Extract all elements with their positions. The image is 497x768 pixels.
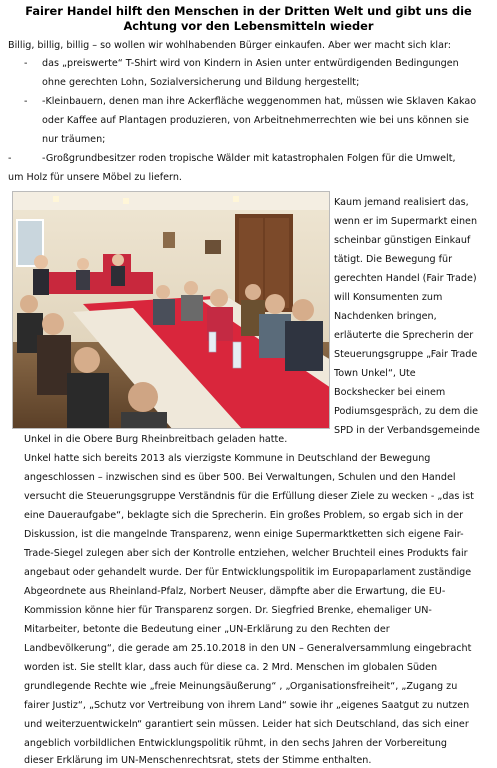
body-line: Landbevölkerung“, die gerade am 25.10.2018 in den UN – Generalversammlung eingebracht [24, 643, 472, 654]
side-text-line: erläuterte die Sprecherin der [334, 330, 474, 341]
bullet-1-line-1: das „preiswerte“ T-Shirt wird von Kindern in Asien unter entwürdigenden Bedingungen [42, 58, 459, 69]
side-text-line: Kaum jemand realisiert das, [334, 197, 469, 208]
side-text-line: Bockshecker bei einem [334, 387, 446, 398]
body-line: angebaut oder gehandelt wurde. Der für Entwicklungspolitik im Europaparlament zuständige [24, 567, 472, 578]
body-line: fairer Justiz“, „Schutz vor Vertreibung von ihrem Land“ sowie ihr „eigenes Saatgut zu nutzen [24, 700, 470, 711]
body-line: Unkel in die Obere Burg Rheinbreitbach geladen hatte. [24, 434, 288, 445]
bullet-marker: - [24, 96, 28, 107]
bullet-2-line-2: oder Kaffee auf Plantagen produzieren, von Arbeitnehmerrechten wie bei uns können sie [42, 115, 469, 126]
bullet-marker: - [24, 58, 28, 69]
side-text-line: Town Unkel“, Ute [334, 368, 416, 379]
body-line: angeschlossen – inzwischen sind es über 500. Bei Verwaltungen, Schulen und den Handel [24, 472, 456, 483]
body-line: und weiterzuentwickeln“ garantiert sein müssen. Leider hat sich Deutschland, das sich einer [24, 719, 469, 730]
body-line: Kommission könne hier für Transparenz sorgen. Dr. Siegfried Brenke, ehemaliger UN- [24, 605, 432, 616]
article-title: Fairer Handel hilft den Menschen in der Dritten Welt und gibt uns die Achtung vor den Lebensmitteln wieder [25, 4, 472, 33]
body-line: versucht die Steuerungsgruppe Verständnis für die Erfüllung dieser Ziele zu wecken - „das ist [24, 491, 474, 502]
bullet-1-line-2: ohne gerechten Lohn, Sozialversicherung und Bildung hergestellt; [42, 77, 360, 88]
body-line: Abgeordnete aus Rheinland-Pfalz, Norbert Neuser, dämpfte aber die Erwartung, die EU- [24, 586, 446, 597]
body-line: Unkel hatte sich bereits 2013 als vierzigste Kommune in Deutschland der Bewegung [24, 453, 431, 464]
side-text-line: gerechten Handel (Fair Trade) [334, 273, 477, 284]
body-line: dieser Erklärung im UN-Menschenrechtsrat, stets der Stimme enthalten. [24, 755, 372, 766]
body-line: worden ist. Sie stellt klar, dass auch für diese ca. 2 Mrd. Menschen im globalen Süden [24, 662, 438, 673]
side-text-line: SPD in der Verbandsgemeinde [334, 425, 480, 436]
panel-discussion-image [13, 192, 330, 429]
side-text-line: Nachdenken bringen, [334, 311, 437, 322]
side-text-line: tätigt. Die Bewegung für [334, 254, 453, 265]
intro-text: Billig, billig, billig – so wollen wir wohlhabenden Bürger einkaufen. Aber wer macht sich klar: [8, 40, 451, 51]
side-text-line: wenn er im Supermarkt einen [334, 216, 478, 227]
side-text-line: Steuerungsgruppe „Fair Trade [334, 349, 478, 360]
body-line: eine Daueraufgabe“, beklagte sich die Sprecherin. Ein großes Problem, so ergab sich in der [24, 510, 464, 521]
body-line: Trade-Siegel zulegen aber sich der Kontrolle entziehen, welcher Bruchteil eines Produkts fair [24, 548, 468, 559]
side-text-line: Podiumsgespräch, zu dem die [334, 406, 479, 417]
side-text-line: scheinbar günstigen Einkauf [334, 235, 471, 246]
bullet-3-continuation: um Holz für unsere Möbel zu liefern. [8, 172, 182, 183]
side-text-line: will Konsumenten zum [334, 292, 443, 303]
bullet-2-line-1: -Kleinbauern, denen man ihre Ackerfläche weggenommen hat, müssen wie Sklaven Kakao [42, 96, 477, 107]
body-line: angeblich vorbildlichen Entwicklungspolitik rühmt, in den sechs Jahren der Vorbereitung [24, 738, 447, 749]
bullet-marker: - [8, 153, 12, 164]
bullet-3-line-1: -Großgrundbesitzer roden tropische Wälder mit katastrophalen Folgen für die Umwelt, [42, 153, 456, 164]
body-line: grundlegende Rechte wie „freie Meinungsäußerung“ , „Organisationsfreiheit“, „Zugang zu [24, 681, 458, 692]
body-line: Mitarbeiter, betonte die Bedeutung einer „UN-Erklärung zu den Rechten der [24, 624, 390, 635]
event-photo [12, 191, 330, 429]
bullet-2-line-3: nur träumen; [42, 134, 106, 145]
body-line: Diskussion, ist die mangelnde Transparenz, wenn einige Supermarktketten sich eigene Fair- [24, 529, 464, 540]
